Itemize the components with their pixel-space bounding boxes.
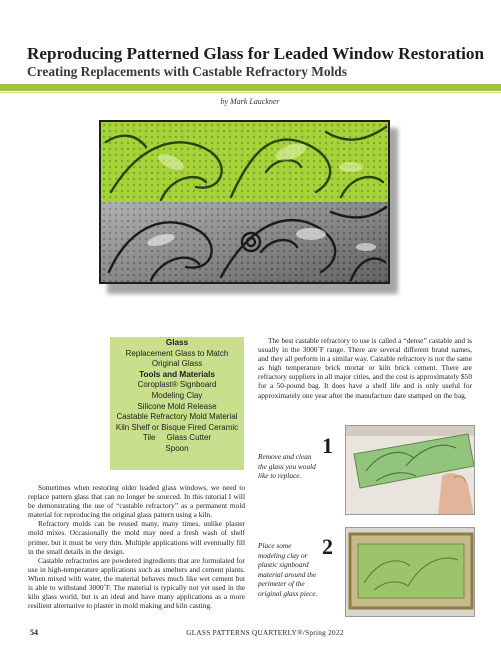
- materials-item: Kiln Shelf or Bisque Fired Ceramic: [115, 422, 239, 432]
- article-title: Reproducing Patterned Glass for Leaded Window Restoration: [27, 44, 485, 63]
- materials-box: [110, 337, 244, 470]
- step-2-photo: [345, 527, 475, 617]
- hero-glass-photo: [99, 120, 390, 284]
- materials-item: Replacement Glass to Match: [125, 348, 229, 358]
- body-paragraph: The best castable refractory to use is called a “dense” castable and is usually in the 3000˚F range. There are several different brand names, and they all perform in a similar way. Castable refractory is not the same as high temperature brick mortar or kiln brick cement. There are refractory suppliers in all major cities, and the cost is approximately $50 for a 50-pound bag. It does have a shelf life and is only useful for approximately one year after the manufacture date stamped on the bag.: [258, 336, 472, 400]
- body-column-right: [258, 336, 472, 400]
- running-head: GLASS PATTERNS QUARTERLY®/Spring 2022: [186, 629, 344, 637]
- accent-rule-thin: [0, 92, 501, 93]
- step-2-caption: Place some modeling clay or plastic signboard material around the perimeter of the original glass piece.: [258, 541, 318, 598]
- page-number: 54: [30, 628, 38, 637]
- body-column-left: [28, 483, 245, 610]
- body-paragraph: Sometimes when restoring older leaded glass windows, we need to replace pattern glass that can no longer be sourced. In this tutorial I will be demonstrating the use of “castable refractory” as a permanent mold material for reproducing the original glass pattern using a kiln.: [28, 483, 245, 520]
- materials-item: Original Glass: [151, 359, 203, 369]
- materials-item: Coroplast® Signboard: [137, 380, 217, 390]
- body-paragraph: Castable refractories are powdered ingredients that are formulated for use in high-temperature applications such as smelters and cement plants. When mixed with water, the material behaves much like wet cement but is able to withstand 3000˚F. The material is typically not yet used in the kiln glass world, but is an ideal and have many applications as a more resilient alternative to plaster in mold making and kiln casting.: [28, 555, 245, 611]
- article-subtitle: Creating Replacements with Castable Refractory Molds: [27, 64, 347, 79]
- materials-item: Modeling Clay: [151, 390, 203, 400]
- step-1-photo: [345, 425, 475, 515]
- accent-rule: [0, 84, 501, 91]
- materials-item: Spoon: [165, 443, 189, 453]
- step-1-number: 1: [322, 433, 333, 458]
- step-1-caption: Remove and clean the glass you would like to replace.: [258, 452, 316, 481]
- materials-item: Castable Refractory Mold Material: [116, 412, 238, 422]
- step-2-number: 2: [322, 534, 333, 559]
- materials-item: Tile Glass Cutter: [142, 433, 212, 443]
- materials-heading-glass: Glass: [165, 338, 189, 347]
- materials-heading-tools: Tools and Materials: [139, 369, 215, 379]
- body-paragraph: Refractory molds can be reused many, many times, unlike plaster mold mixes. Occasionally the mold may need a fresh wash of shelf primer, but it must be very thin. Multiple applications will eventually fill in the small details in the design.: [28, 519, 245, 556]
- materials-item: Silicone Mold Release: [137, 401, 217, 411]
- byline: by Mark Lauckner: [220, 97, 280, 106]
